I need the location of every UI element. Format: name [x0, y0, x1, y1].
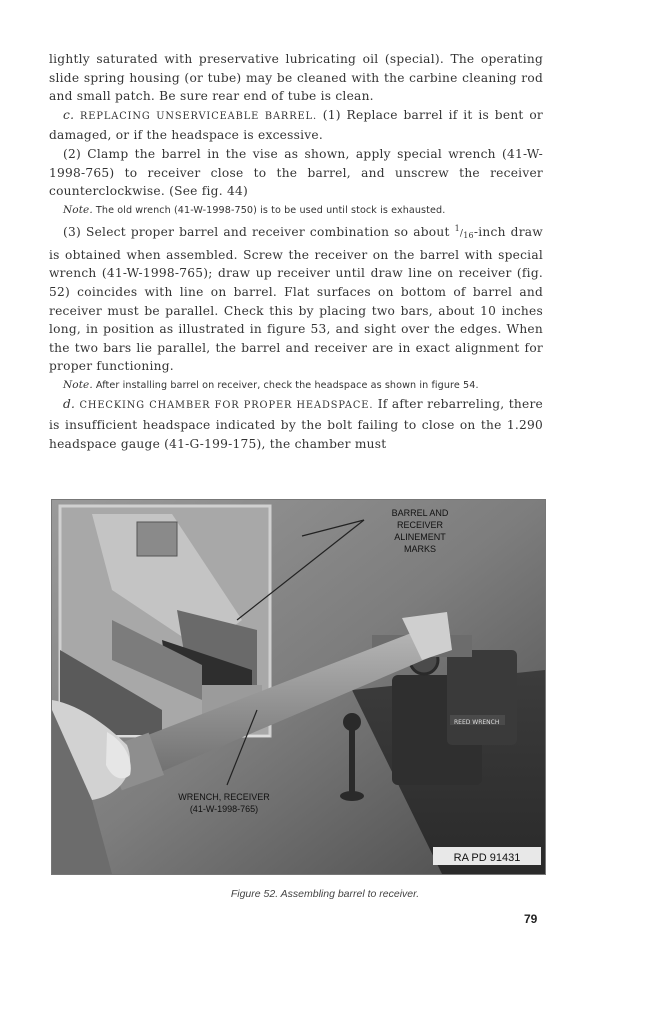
paragraph-clamp-barrel: (2) Clamp the barrel in the vise as shown, apply special wrench (41-W-1998-765) to receiver close to the barrel, and unscrew the receiver counterclockwise. (See fig. 44): [49, 146, 543, 199]
barrel-receiver-photo: [52, 500, 545, 874]
figure-photo: [51, 499, 546, 875]
figure-caption: Figure 52. Assembling barrel to receiver.: [230, 888, 420, 900]
paragraph-cleaning: lightly saturated with preservative lubricating oil (special). The operating slide spring housing (or tube) may be cleaned with the carbine cleaning rod and small patch. Be sure rear end of tube is clean.: [49, 52, 543, 104]
figure-stamp: RA PD 91431: [453, 852, 521, 864]
callout-bottom-line2: (41-W-1998-765): [189, 804, 259, 814]
note-check-headspace: Note. After installing barrel on receiver, check the headspace as shown in figure 54.: [63, 378, 479, 391]
paragraph-replacing-barrel: c. REPLACING UNSERVICEABLE BARREL. (1) Replace barrel if it is bent or damaged, or if the headspace is excessive.: [49, 107, 544, 143]
callout-top-line4: MARKS: [403, 544, 437, 554]
callout-top-line1: BARREL AND: [391, 508, 449, 518]
vise-label: REED WRENCH: [454, 719, 500, 726]
paragraph-checking-chamber: d. CHECKING CHAMBER FOR PROPER HEADSPACE. If after rebarreling, there is insufficient headspace indicated by the bolt failing to close on the 1.290 headspace gauge (41-G-199-175), the chamber must: [49, 397, 544, 451]
page-number: 79: [524, 912, 538, 926]
callout-bottom-line1: WRENCH, RECEIVER: [178, 792, 270, 802]
note-label: Note.: [63, 378, 93, 391]
section-heading-replacing: REPLACING UNSERVICEABLE BARREL.: [80, 110, 317, 122]
fraction: $^1/_{16}$: [454, 224, 474, 241]
callout-top-line3: ALINEMENT: [394, 532, 446, 542]
body-text: [49, 50, 543, 453]
paragraph-select-combination: (3) Select proper barrel and receiver combination so about $^1/_{16}$-inch draw is obtained when assembled. Screw the receiver on the barrel with special wrench (41-W-1998-765); draw up receiver until draw line on receiver (fig. 52) coincides with line on barrel. Flat surfaces on bottom of barrel and receiver must be parallel. Check this by placing two bars, about 10 inches long, in position as illustrated in figure 53, and sight over the edges. When the two bars lie parallel, the barrel and receiver are in exact alignment for proper functioning.: [49, 224, 543, 374]
note-old-wrench: Note. The old wrench (41-W-1998-750) is to be used until stock is exhausted.: [63, 203, 446, 216]
section-heading-headspace: CHECKING CHAMBER FOR PROPER HEADSPACE.: [79, 400, 374, 412]
section-letter-d: d.: [63, 397, 76, 412]
callout-top-line2: RECEIVER: [396, 520, 444, 530]
note-label: Note.: [63, 203, 93, 216]
section-letter-c: c.: [63, 107, 75, 122]
